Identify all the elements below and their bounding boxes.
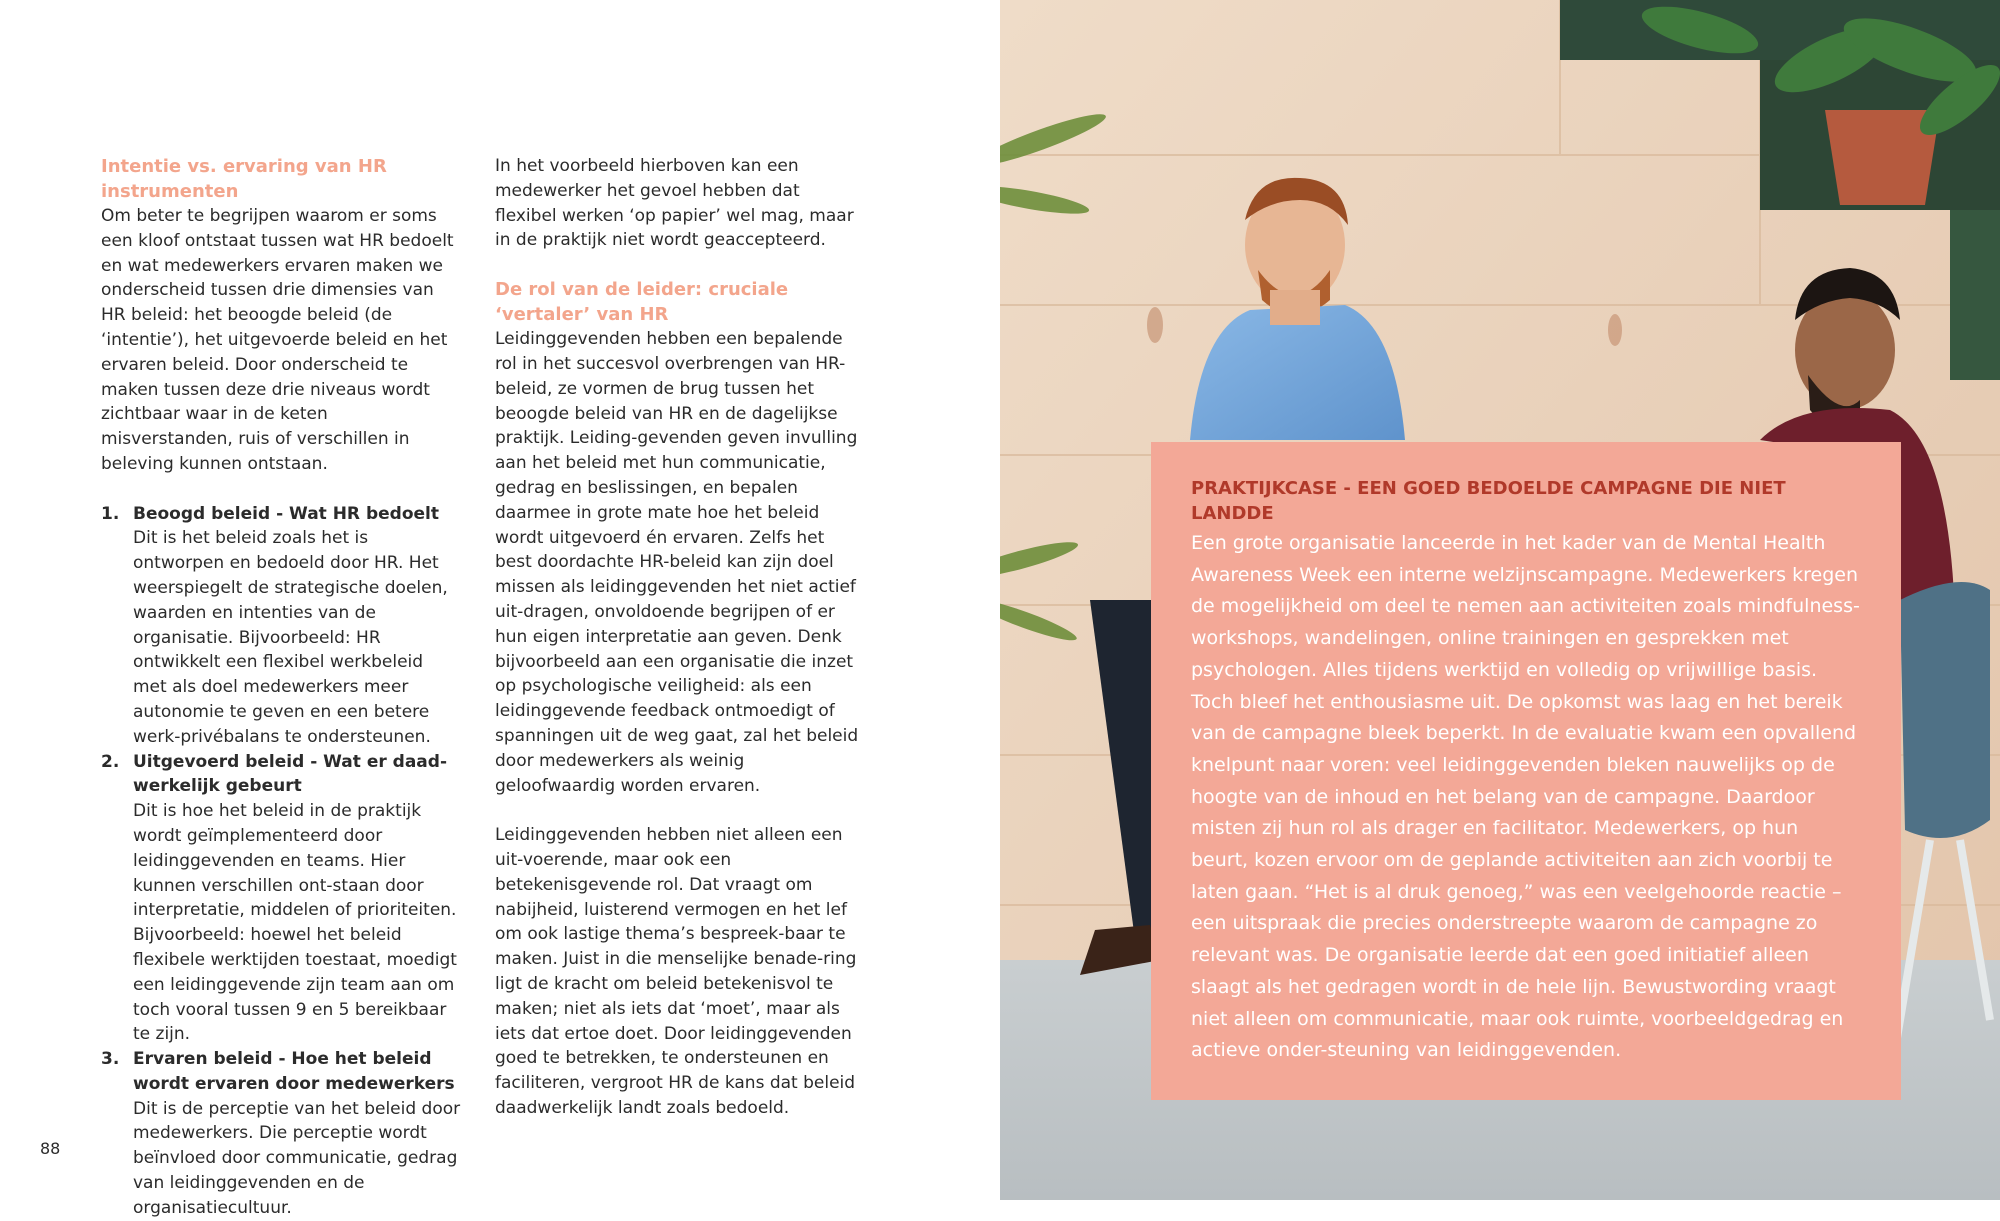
intro-paragraph: Om beter te begrijpen waarom er soms een kloof ontstaat tussen wat HR bedoelt en wat medewerkers ervaren maken we onderscheid tussen drie dimensies van HR beleid: het beoogde beleid (de ‘intentie’), het uitgevoerde beleid en het ervaren beleid. Door onderscheid te maken tussen deze drie niveaus wordt zichtbaar waar in de keten misverstanden, ruis of verschillen in beleving kunnen ontstaan. (101, 206, 454, 474)
column-1 (101, 154, 461, 1221)
leader-paragraph-2: Leidinggevenden hebben niet alleen een uit-voerende, maar ook een betekenisgevende rol. Dat vraagt om nabijheid, luisterend vermogen en het lef om ook lastige thema’s bespreek-baar te maken. Juist in die menselijke benade-ring ligt de kracht om beleid betekenisvol te maken; niet als iets dat ‘moet’, maar als iets dat ertoe doet. Door leidinggevenden goed te betrekken, te ondersteunen en faciliteren, vergroot HR de kans dat beleid daadwerkelijk landt zoals bedoeld. (495, 825, 857, 1118)
section-heading-leider: De rol van de leider: cruciale ‘vertaler’ van HR (495, 279, 789, 326)
list-item-text: Dit is hoe het beleid in de praktijk wordt geïmplementeerd door leidinggevenden en teams. Hier kunnen verschillen ont-staan door interpretatie, middelen of prioriteiten. Bijvoorbeeld: hoewel het beleid flexibele werktijden toestaat, moedigt een leidinggevende zijn team aan om toch vooral tussen 9 en 5 bereikbaar te zijn. (133, 801, 457, 1045)
column-2 (495, 154, 860, 1121)
list-item (101, 1047, 461, 1221)
case-body: Een grote organisatie lanceerde in het kader van de Mental Health Awareness Week een interne welzijnscampagne. Medewerkers kregen de mogelijkheid om deel te nemen aan activiteiten zoals mindfulness-workshops, wandelingen, online trainingen en gesprekken met psychologen. Alles tijdens werktijd en volledig op vrijwillige basis. Toch bleef het enthousiasme uit. De opkomst was laag en het bereik van de campagne bleek beperkt. In de evaluatie kwam een opvallend knelpunt naar voren: veel leidinggevenden bleken nauwelijks op de hoogte van de inhoud en het belang van de campagne. Daardoor misten zij hun rol als drager en facilitator. Medewerkers, op hun beurt, kozen ervoor om de geplande activiteiten aan zich voorbij te laten gaan. “Het is al druk genoeg,” was een veelgehoorde reactie – een uitspraak die precies onderstreepte waarom de campagne zo relevant was. De organisatie leerde dat een goed initiatief alleen slaagt als het gedragen wordt in de hele lijn. Bewustwording vraagt niet alleen om communicatie, maar ook ruimte, voorbeeldgedrag en actieve onder-steuning van leidinggevenden. (1191, 532, 1860, 1062)
page-number: 88 (40, 1139, 61, 1158)
list-number: 1. (101, 503, 120, 524)
list-item-title: Uitgevoerd beleid - Wat er daad-werkelijk gebeurt (133, 751, 447, 797)
list-item-text: Dit is het beleid zoals het is ontworpen en bedoeld door HR. Het weerspiegelt de strategische doelen, waarden en intenties van de organisatie. Bijvoorbeeld: HR ontwikkelt een flexibel werkbeleid met als doel medewerkers meer autonomie te geven en een betere werk-privébalans te ondersteunen. (133, 528, 448, 747)
list-number: 2. (101, 751, 120, 772)
list-item-title: Beoogd beleid - Wat HR bedoelt (133, 503, 439, 524)
list-item-title: Ervaren beleid - Hoe het beleid wordt ervaren door medewerkers (133, 1049, 455, 1094)
section-heading-intentie: Intentie vs. ervaring van HR instrumenten (101, 156, 387, 202)
example-paragraph: In het voorbeeld hierboven kan een medewerker het gevoel hebben dat flexibel werken ‘op papier’ wel mag, maar in de praktijk niet wordt geaccepteerd. (495, 156, 854, 251)
left-page (0, 0, 1000, 1218)
list-number: 3. (101, 1049, 120, 1070)
practice-case-box (1151, 442, 1901, 1100)
case-title: PRAKTIJKCASE - EEN GOED BEDOELDE CAMPAGNE DIE NIET LANDDE (1191, 478, 1786, 524)
spacer (101, 477, 461, 502)
spacer (495, 798, 860, 823)
right-page (1000, 0, 2000, 1200)
leader-paragraph-1: Leidinggevenden hebben een bepalende rol in het succesvol overbrengen van HR-beleid, ze vormen de brug tussen het beoogde beleid van HR en de dagelijkse praktijk. Leiding-gevenden geven invulling aan het beleid met hun communicatie, gedrag en beslissingen, en bepalen daarmee in grote mate hoe het beleid wordt uitgevoerd én ervaren. Zelfs het best doordachte HR-beleid kan zijn doel missen als leidinggevenden het niet actief uit-dragen, onvoldoende begrijpen of er hun eigen interpretatie aan geven. Denk bijvoorbeeld aan een organisatie die inzet op psychologische veiligheid: als een leidinggevende feedback ontmoedigt of spanningen uit de weg gaat, zal het beleid door medewerkers als weinig geloofwaardig worden ervaren. (495, 329, 859, 796)
list-item (101, 502, 461, 750)
list-item (101, 750, 461, 1048)
policy-dimensions-list (101, 502, 461, 1221)
list-item-text: Dit is de perceptie van het beleid door medewerkers. Die perceptie wordt beïnvloed door communicatie, gedrag van leidinggevenden en de organisatiecultuur. (133, 1098, 461, 1218)
